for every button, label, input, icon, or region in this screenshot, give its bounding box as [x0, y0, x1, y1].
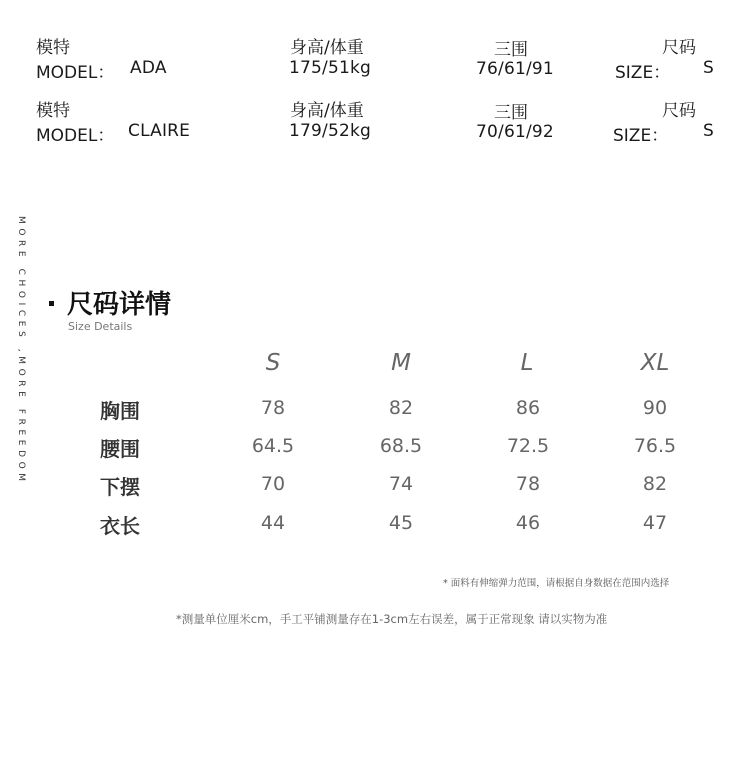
height-weight-value: 175/51kg [289, 58, 372, 78]
model-label-cn: 模特 [36, 38, 70, 58]
table-cell: 70 [260, 473, 286, 495]
fabric-note: * 面料有伸缩弹力范围，请根据自身数据在范围内选择 [443, 578, 670, 589]
section-title: 尺码详情 [67, 290, 172, 320]
table-cell: 46 [515, 512, 541, 534]
model-name: ADA [130, 58, 167, 78]
table-cell: 90 [642, 397, 668, 419]
row-label-waist: 腰围 [100, 437, 140, 461]
table-cell: 82 [642, 473, 668, 495]
measurements-value: 70/61/92 [476, 122, 554, 142]
table-cell: 86 [515, 397, 541, 419]
measurements-label: 三围 [494, 40, 528, 60]
size-label-cn: 尺码 [662, 38, 696, 58]
height-weight-label: 身高/体重 [290, 101, 364, 121]
model-name: CLAIRE [128, 121, 191, 141]
table-cell: 76.5 [633, 435, 677, 457]
side-slogan: MORE CHOICES ,MORE FREEDOM [16, 216, 26, 486]
table-cell: 68.5 [379, 435, 423, 457]
row-label-hem: 下摆 [100, 475, 140, 499]
table-cell: 78 [260, 397, 286, 419]
model-label-en: MODEL： [36, 126, 115, 146]
size-label-en: SIZE： [613, 126, 669, 146]
size-header-m: M [391, 350, 411, 376]
table-cell: 64.5 [251, 435, 295, 457]
model-label-en: MODEL： [36, 63, 115, 83]
measurement-note: *测量单位厘米cm，手工平铺测量存在1-3cm左右误差，属于正常现象 请以实物为准 [176, 612, 608, 626]
table-cell: 44 [260, 512, 286, 534]
table-cell: 74 [388, 473, 414, 495]
model-label-cn: 模特 [36, 101, 70, 121]
row-label-chest: 胸围 [100, 399, 140, 423]
size-label-cn: 尺码 [662, 101, 696, 121]
table-cell: 47 [642, 512, 668, 534]
section-subtitle: Size Details [68, 320, 133, 333]
height-weight-label: 身高/体重 [290, 38, 364, 58]
measurements-value: 76/61/91 [476, 59, 554, 79]
table-cell: 82 [388, 397, 414, 419]
size-header-xl: XL [640, 350, 670, 376]
height-weight-value: 179/52kg [289, 121, 372, 141]
size-value: S [703, 58, 714, 78]
size-header-s: S [265, 350, 281, 376]
table-cell: 45 [388, 512, 414, 534]
size-label-en: SIZE： [615, 63, 671, 83]
title-bullet-icon [49, 301, 54, 306]
measurements-label: 三围 [494, 103, 528, 123]
table-cell: 78 [515, 473, 541, 495]
table-cell: 72.5 [506, 435, 550, 457]
size-header-l: L [520, 350, 534, 376]
size-value: S [703, 121, 714, 141]
row-label-length: 衣长 [100, 514, 140, 538]
